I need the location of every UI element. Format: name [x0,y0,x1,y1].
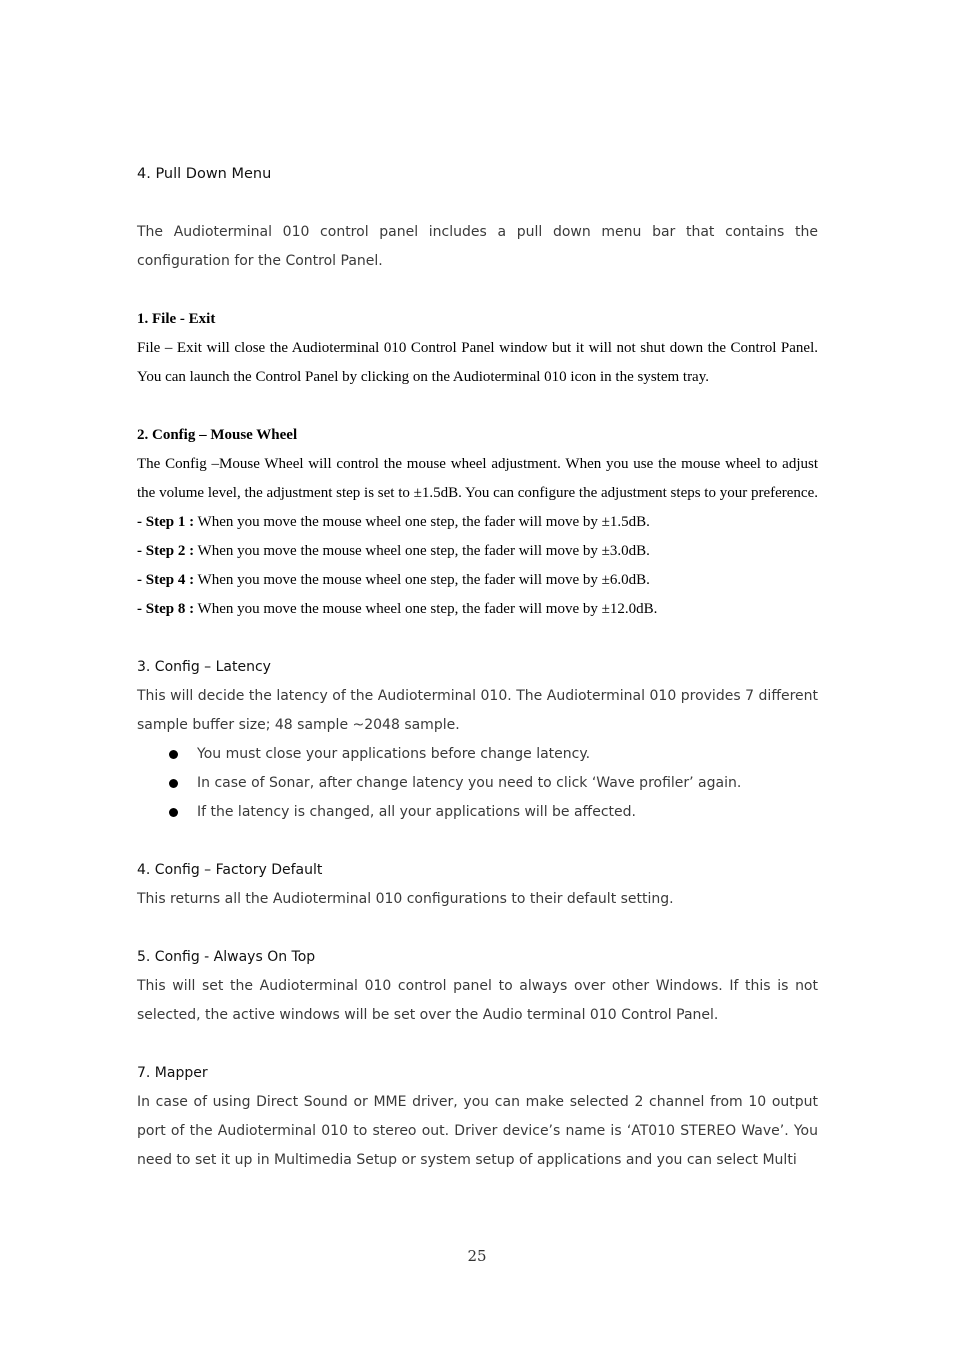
step-label: - Step 8 : [137,601,195,617]
factory-default-heading: 4. Config – Factory Default [137,862,323,878]
step-item [137,508,818,537]
step-label: - Step 4 : [137,572,195,588]
file-exit-body: File – Exit will close the Audioterminal 010 Control Panel window but it will not shut down the Control Panel. You can launch the Control Panel by clicking on the Audioterminal 010 icon in the system tray. [137,340,818,385]
latency-heading: 3. Config – Latency [137,659,271,675]
page-number: 25 [467,1247,487,1265]
intro-paragraph: The Audioterminal 010 control panel includes a pull down menu bar that contains the configuration for the Control Panel. [137,224,818,269]
bullet-icon [169,779,178,788]
step-text: When you move the mouse wheel one step, the fader will move by ±3.0dB. [194,543,650,559]
step-text: When you move the mouse wheel one step, the fader will move by ±12.0dB. [194,601,658,617]
bullet-text: You must close your applications before change latency. [197,746,591,762]
list-item [137,769,818,798]
list-item [137,798,818,827]
step-text: When you move the mouse wheel one step, the fader will move by ±1.5dB. [194,514,650,530]
latency-bullet-list [137,740,818,827]
always-on-top-body: This will set the Audioterminal 010 control panel to always over other Windows. If this is not selected, the active windows will be set over the Audio terminal 010 Control Panel. [137,978,818,1023]
bullet-text: In case of Sonar, after change latency you need to click ‘Wave profiler’ again. [197,775,742,791]
document-page [137,160,818,1175]
step-item [137,537,818,566]
list-item [137,740,818,769]
file-exit-heading: 1. File - Exit [137,311,216,327]
step-text: When you move the mouse wheel one step, the fader will move by ±6.0dB. [194,572,650,588]
mapper-body: In case of using Direct Sound or MME driver, you can make selected 2 channel from 10 output port of the Audioterminal 010 to stereo out. Driver device’s name is ‘AT010 STEREO Wave’. You need to set it up in Multimedia Setup or system setup of applications and you can select Multi [137,1094,818,1168]
mapper-heading: 7. Mapper [137,1065,208,1081]
step-item [137,595,818,624]
step-label: - Step 1 : [137,514,195,530]
step-label: - Step 2 : [137,543,195,559]
latency-body: This will decide the latency of the Audioterminal 010. The Audioterminal 010 provides 7 different sample buffer size; 48 sample ~2048 sample. [137,688,818,733]
factory-default-body: This returns all the Audioterminal 010 configurations to their default setting. [137,891,674,907]
always-on-top-heading: 5. Config - Always On Top [137,949,316,965]
mouse-wheel-heading: 2. Config – Mouse Wheel [137,427,298,443]
bullet-text: If the latency is changed, all your applications will be affected. [197,804,636,820]
bullet-icon [169,808,178,817]
bullet-icon [169,750,178,759]
mouse-wheel-body: The Config –Mouse Wheel will control the mouse wheel adjustment. When you use the mouse wheel to adjust the volume level, the adjustment step is set to ±1.5dB. You can configure the adjustment steps to your preference. [137,456,818,501]
page-title: 4. Pull Down Menu [137,166,272,182]
step-item [137,566,818,595]
